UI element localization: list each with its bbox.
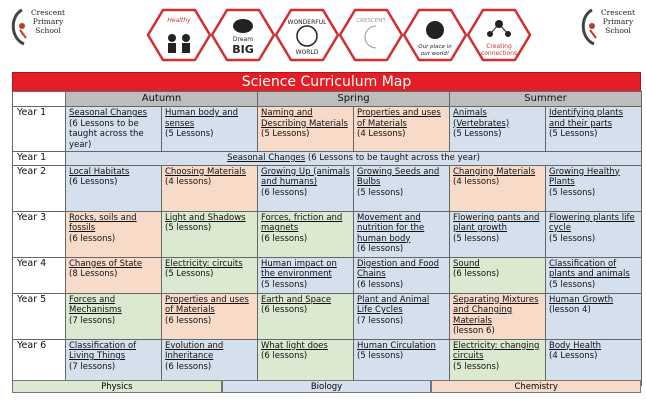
earth-icon [402, 8, 468, 62]
topic-cell [162, 107, 258, 152]
topic-cell [258, 293, 354, 339]
topic-title: Flowering plants life cycle [549, 212, 635, 233]
lesson-count: (4 lessons) [453, 177, 500, 187]
topic-title: Changing Materials [453, 166, 536, 177]
svg-text:CRESCENT: CRESCENT [356, 18, 386, 24]
moon-icon [338, 8, 404, 62]
lesson-count: (lesson 4) [549, 305, 591, 315]
topic-cell [66, 293, 162, 339]
svg-text:Creating: Creating [486, 43, 512, 50]
topic-title: Plant and Animal Life Cycles [357, 294, 430, 315]
topic-title: Human impact on the environment [261, 258, 337, 279]
lesson-count: (6 lessons) [357, 244, 404, 254]
topic-title: Classification of plants and animals [549, 258, 630, 279]
topic-title: Separating Mixtures and Changing Materials [453, 294, 539, 326]
topic-cell [162, 293, 258, 339]
topic-cell [354, 107, 450, 152]
lesson-count: (5 lessons) [261, 279, 308, 290]
lesson-count: (5 lessons) [165, 223, 212, 233]
topic-cell [258, 257, 354, 293]
lesson-count: (8 Lessons) [69, 269, 118, 279]
wonderful-world-badge [274, 8, 340, 62]
topic-title: Choosing Materials [165, 166, 246, 177]
topic-cell [450, 339, 546, 385]
lesson-count: (6 lessons) [261, 305, 308, 315]
lesson-count: (5 lessons) [549, 233, 596, 244]
svg-text:WORLD: WORLD [295, 49, 319, 56]
healthy-minds-badge [146, 8, 212, 62]
topic-cell [354, 211, 450, 257]
topic-title: Growing Up (animals and humans) [261, 166, 350, 187]
topic-cell [258, 165, 354, 211]
lesson-count: (5 lessons) [357, 351, 404, 361]
topic-title: Digestion and Food Chains [357, 258, 440, 279]
lesson-count: (7 lessons) [69, 361, 116, 372]
lesson-count: (5 lessons) [453, 233, 500, 244]
topic-cell [66, 211, 162, 257]
topic-title: What light does [261, 340, 328, 351]
topic-title: Changes of State [69, 258, 143, 269]
term-header: Autumn [66, 92, 258, 107]
svg-text:WONDERFUL: WONDERFUL [287, 19, 327, 26]
lesson-count: (5 Lessons) [165, 269, 214, 279]
year-label: Year 3 [13, 211, 66, 257]
topic-title: Seasonal Changes [227, 153, 306, 163]
topic-cell [546, 257, 642, 293]
year-row [13, 339, 642, 385]
topic-cell [546, 293, 642, 339]
lesson-count: (6 lessons) [165, 361, 212, 372]
lesson-count: (6 lessons) [261, 351, 308, 361]
svg-text:Our place in: Our place in [418, 44, 452, 50]
school-name-line3: School [35, 26, 61, 35]
school-name-line1: Crescent [30, 8, 66, 17]
lesson-count: (5 Lessons) [453, 129, 502, 139]
lesson-count: (6 lessons) [453, 269, 500, 279]
year-row [13, 165, 642, 211]
topic-cell [66, 107, 162, 152]
topic-title: Forces, friction and magnets [261, 212, 343, 233]
topic-title: Classification of Living Things [69, 340, 137, 361]
topic-cell [354, 165, 450, 211]
topic-cell [162, 165, 258, 211]
lesson-count: (6 Lessons) [69, 177, 118, 187]
topic-cell [354, 293, 450, 339]
term-header: Spring [258, 92, 450, 107]
svg-text:Healthy: Healthy [167, 17, 191, 24]
year-row [13, 107, 642, 152]
topic-title: Human Growth [549, 294, 614, 305]
school-name-line2: Primary [602, 17, 634, 26]
topic-title: Properties and uses of Materials [357, 108, 441, 129]
lesson-count: (6 Lessons to be taught across the year) [305, 153, 480, 163]
lesson-count: (7 lessons) [357, 315, 404, 326]
topic-title: Flowering pants and plant growth [453, 212, 540, 233]
topic-cell [258, 339, 354, 385]
term-header: Summer [450, 92, 642, 107]
lesson-count: (4 lessons) [165, 177, 212, 187]
lesson-count: (5 Lessons) [165, 129, 214, 139]
topic-title: Seasonal Changes [69, 108, 148, 118]
topic-title: Movement and nutrition for the human body [357, 212, 425, 244]
lesson-count: (6 Lessons to be taught across the year) [69, 118, 144, 150]
globe-icon [274, 8, 340, 62]
svg-text:connections: connections [480, 50, 518, 57]
school-name-line1: Crescent [600, 8, 636, 17]
topic-cell [450, 107, 546, 152]
topic-title: Human body and senses [165, 108, 239, 129]
topic-cell [450, 293, 546, 339]
legend-phys: Physics [12, 380, 222, 393]
topic-cell [450, 257, 546, 293]
topic-title: Sound [453, 258, 480, 269]
lesson-count: (5 Lessons) [261, 129, 310, 139]
topic-title: Growing Seeds and Bulbs [357, 166, 440, 187]
topic-cell [258, 107, 354, 152]
lesson-count: (5 lessons) [549, 279, 596, 290]
school-logo-right [578, 6, 640, 46]
dream-big-badge [210, 8, 276, 62]
topic-cell [258, 211, 354, 257]
svg-text:BIG: BIG [232, 43, 254, 56]
year-label: Year 6 [13, 339, 66, 385]
brain-icon [210, 8, 276, 62]
topic-cell [546, 211, 642, 257]
year-label: Year 1 [13, 152, 66, 166]
topic-cell [546, 165, 642, 211]
topic-cell [162, 339, 258, 385]
topic-title: Properties and uses of Materials [165, 294, 249, 315]
topic-cell [546, 339, 642, 385]
year-row [13, 293, 642, 339]
topic-title: Growing Healthy Plants [549, 166, 620, 187]
term-header-row [13, 92, 642, 107]
topic-title: Animals (Vertebrates) [453, 108, 510, 129]
page-title: Science Curriculum Map [12, 72, 641, 92]
legend-bio: Biology [222, 380, 432, 393]
topic-title: Human Circulation [357, 340, 436, 351]
lesson-count: (6 lessons) [69, 233, 116, 244]
year-row [13, 152, 642, 166]
our-place-badge [402, 8, 468, 62]
topic-title: Light and Shadows [165, 212, 246, 223]
topic-cell [162, 211, 258, 257]
seasonal-span-cell [66, 152, 642, 166]
lesson-count: (5 lessons) [453, 361, 500, 372]
topic-title: Rocks, soils and fossils [69, 212, 137, 233]
topic-cell [546, 107, 642, 152]
lesson-count: (4 Lessons) [549, 351, 598, 361]
topic-title: Local Habitats [69, 166, 130, 177]
topic-cell [354, 339, 450, 385]
topic-cell [66, 339, 162, 385]
topic-title: Earth and Space [261, 294, 332, 305]
topic-cell [450, 165, 546, 211]
topic-cell [450, 211, 546, 257]
lesson-count: (6 lessons) [357, 279, 404, 290]
topic-title: Electricity: circuits [165, 258, 243, 269]
svg-text:Dream: Dream [232, 36, 254, 43]
year-label: Year 1 [13, 107, 66, 152]
school-name-line2: Primary [32, 17, 64, 26]
creating-connections-badge [466, 8, 532, 62]
lesson-count: (6 lessons) [165, 315, 212, 326]
topic-title: Evolution and Inheritance [165, 340, 224, 361]
topic-title: Identifying plants and their parts [549, 108, 624, 129]
year-label: Year 4 [13, 257, 66, 293]
corner-cell [13, 92, 66, 107]
topic-title: Naming and Describing Materials [261, 108, 348, 129]
topic-title: Forces and Mechanisms [69, 294, 122, 315]
people-icon [146, 8, 212, 62]
network-icon [466, 8, 532, 62]
school-logo-left [8, 6, 70, 46]
year-label: Year 5 [13, 293, 66, 339]
year-label: Year 2 [13, 165, 66, 211]
lesson-count: (5 lessons) [549, 187, 596, 198]
subject-legend [12, 380, 641, 393]
topic-cell [162, 257, 258, 293]
year-row [13, 257, 642, 293]
curriculum-table [12, 91, 642, 386]
lesson-count: (6 lessons) [261, 233, 308, 244]
topic-cell [66, 165, 162, 211]
topic-cell [354, 257, 450, 293]
topic-cell [66, 257, 162, 293]
legend-chem: Chemistry [431, 380, 641, 393]
lesson-count: (7 lessons) [69, 315, 116, 326]
lesson-count: (6 lessons) [261, 187, 308, 198]
year-row [13, 211, 642, 257]
topic-title: Electricity: changing circuits [453, 340, 540, 361]
lesson-count: (5 lessons) [357, 187, 404, 198]
lesson-count: (4 Lessons) [357, 129, 406, 139]
crescent-values-badge [338, 8, 404, 62]
svg-text:our world!: our world! [420, 51, 450, 57]
topic-title: Body Health [549, 340, 602, 351]
lesson-count: (lesson 6) [453, 326, 495, 336]
lesson-count: (5 Lessons) [549, 129, 598, 139]
school-name-line3: School [605, 26, 631, 35]
